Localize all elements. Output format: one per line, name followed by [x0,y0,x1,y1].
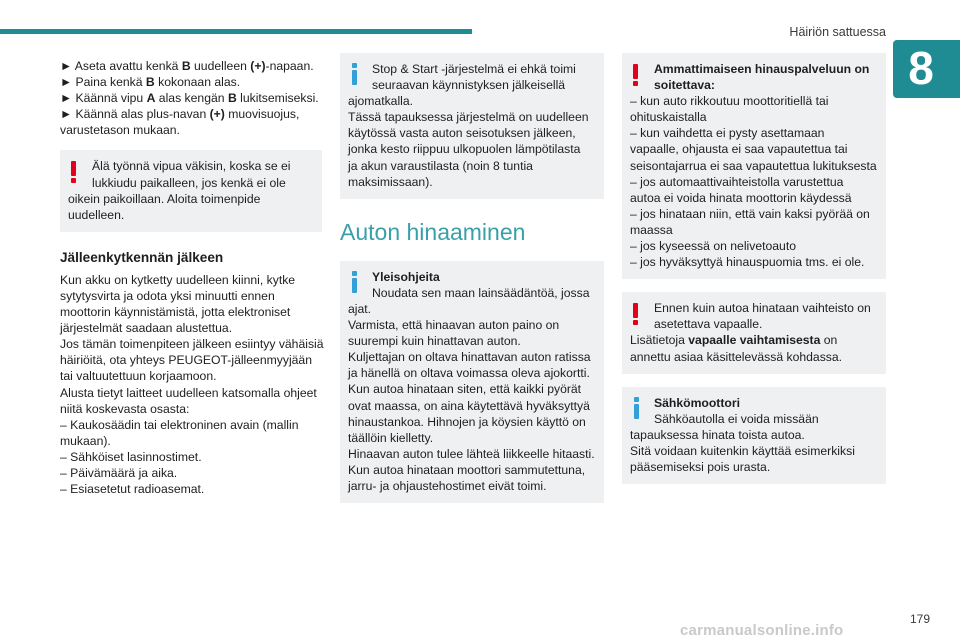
warning-box-professional: Ammattimaiseen hinauspalveluun on soitettava: – kun auto rikkoutuu moottoritiellä tai ohituskaistalla – kun vaihdetta ei pysty asettamaan vapaalle, ohjausta ei saa vapautettua tai seisontajarrua ei saa vapautettua lukituksesta – jos automaattivaihteistolla varustettua autoa ei voida hinata moottorin käydessä – jos hinataan niin, että vain kaksi pyörää on maassa – jos kyseessä on nelivetoauto – jos hyväksyttyä hinauspuomia tms. ei ole. [622,53,886,279]
column-middle [340,58,604,503]
chapter-tab [893,40,960,98]
watermark: carmanualsonline.info [680,622,844,639]
info-icon [352,63,357,85]
header-accent-bar [0,29,472,34]
warning-text: lukkiudu paikalleen, jos kenkä ei ole [92,175,286,190]
info-icon [634,397,639,419]
reconnect-heading: Jälleenkytkennän jälkeen [60,249,224,265]
column-left [60,58,322,497]
warning-icon [633,303,638,325]
page-number: 179 [909,612,930,626]
section-title-towing: Auton hinaaminen [340,218,526,245]
step-line: ► Paina kenkä B kokonaan alas. [60,75,241,90]
step-line: ► Aseta avattu kenkä B uudelleen (+)-napaan. [60,59,314,73]
step-line: ► Käännä alas plus-navan (+) muovisuojus, [60,107,300,122]
warning-box-lever [60,150,322,231]
reconnect-steps [60,58,322,138]
chapter-title: Häiriön sattuessa [789,25,886,39]
step-line: varustetason mukaan. [60,123,180,138]
info-box-electric: Sähkömoottori Sähköautolla ei voida missään tapauksessa hinata toista autoa. Sitä voidaan kuitenkin käyttää esimerkiksi pääsemiseksi pois urasta. [622,387,886,484]
chapter-number: 8 [908,42,934,94]
step-line: ► Käännä vipu A alas kengän B lukitsemiseksi. [60,91,319,106]
warning-text: uudelleen. [68,207,125,222]
info-box-general: Yleisohjeita Noudata sen maan lainsäädäntöä, jossa ajat. Varmista, että hinaavan auton paino on suurempi kuin hinattavan auton. Kuljettajan on oltava hinattavan auton ratissa ja hänellä on oltava voimassa oleva ajokortti. Kun autoa hinataan siten, että kaikki pyörät ovat maassa, on aina käytettävä hyväksyttyä hinaustankoa. Hihnojen ja köysien käyttö on täällöin kielletty. Hinaavan auton tulee lähteä liikkeelle hitaasti. Kun autoa hinataan moottori sammutettuna, jarru- ja ohjaustehostimet eivät toimi. [340,261,604,503]
warning-text: oikein paikoillaan. Aloita toimenpide [68,191,261,206]
reconnect-text: Kun akku on kytketty uudelleen kiinni, kytke sytytysvirta ja odota yksi minuutti ennen moottorin käynnistämistä, jotta elektroniset järjestelmät saadaan alustettua. Jos tämän toimenpiteen jälkeen esiintyy vähäisiä häiriöitä, ota yhteys PEUGEOT-jälleenmyyjään tai valtuutettuun korjaamoon. Alusta tietyt laitteet uudelleen katsomalla ohjeet niitä koskevasta osasta: – Kaukosäädin tai elektroninen avain (mallin mukaan). – Sähköiset lasinnostimet. – Päivämäärä ja aika. – Esiasetetut radioasemat. [60,272,324,497]
warning-icon [71,161,76,183]
warning-box-neutral: Ennen kuin autoa hinataan vaihteisto on asetettava vapaalle. Lisätietoja vapaalle vaihtamisesta on annettu asiaa käsittelevässä kohdassa. [622,292,886,373]
info-box-stop-start: Stop & Start -järjestelmä ei ehkä toimi seuraavan käynnistyksen jälkeisellä ajomatkalla. Tässä tapauksessa järjestelmä on uudelleen käytössä vasta auton seisotuksen jälkeen, jonka kesto riippuu ulkopuolen lämpötilasta ja akun varaustilasta (noin 8 tuntia maksimissaan). [340,53,604,199]
more-info-line: Lisätietoja vapaalle vaihtamisesta on [630,333,838,348]
warning-text: Älä työnnä vipua väkisin, koska se ei [92,159,291,174]
column-right [622,58,886,484]
info-icon [352,271,357,293]
warning-icon [633,64,638,86]
